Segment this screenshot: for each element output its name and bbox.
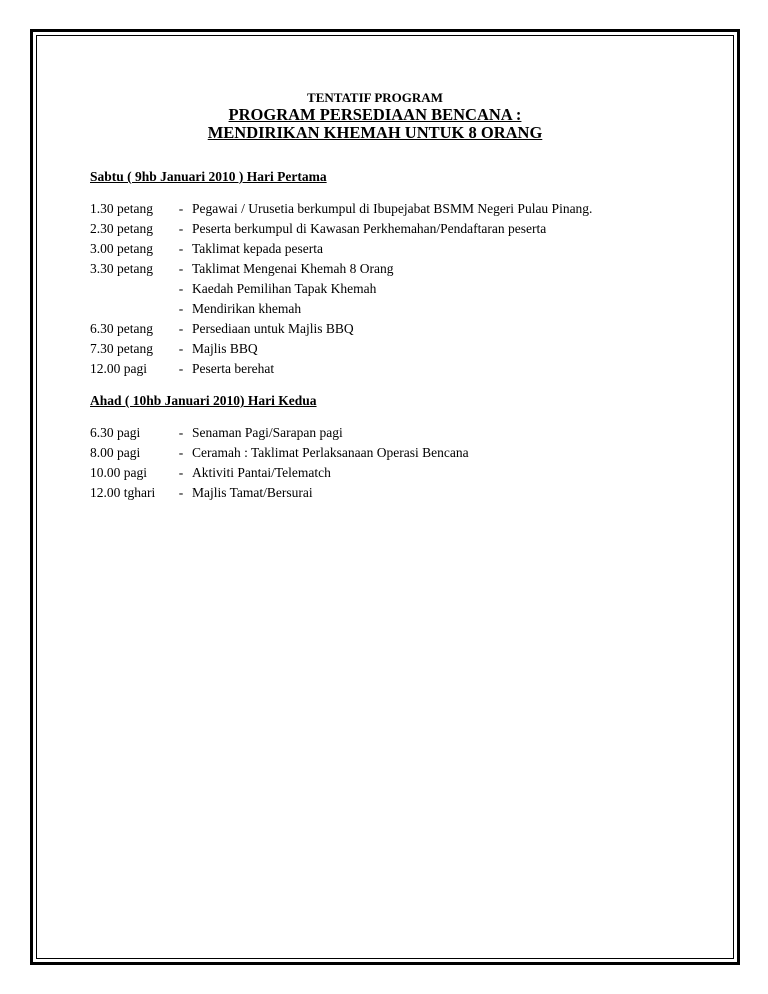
- schedule-time: 12.00 pagi: [90, 361, 147, 376]
- schedule-time: 2.30 petang: [90, 221, 153, 236]
- schedule-time: 3.00 petang: [90, 241, 153, 256]
- document-title-line-1: PROGRAM PERSEDIAAN BENCANA :: [228, 105, 522, 124]
- schedule-row: [90, 259, 710, 279]
- schedule-description: Kaedah Pemilihan Tapak Khemah: [192, 281, 377, 296]
- schedule-time: 6.30 pagi: [90, 425, 141, 440]
- schedule-row: [90, 279, 710, 299]
- schedule-description: Pegawai / Urusetia berkumpul di Ibupejabat BSMM Negeri Pulau Pinang.: [192, 201, 593, 216]
- schedule-time: 8.00 pagi: [90, 445, 141, 460]
- schedule-description: Aktiviti Pantai/Telematch: [192, 465, 331, 480]
- schedule-description: Peserta berehat: [192, 361, 275, 376]
- schedule-description: Taklimat kepada peserta: [192, 241, 323, 256]
- document-body: [90, 90, 710, 503]
- day-1-schedule: [90, 199, 710, 379]
- schedule-description: Persediaan untuk Majlis BBQ: [192, 321, 354, 336]
- schedule-description: Taklimat Mengenai Khemah 8 Orang: [192, 261, 394, 276]
- schedule-time: 1.30 petang: [90, 201, 153, 216]
- day-1-heading: Sabtu ( 9hb Januari 2010 ) Hari Pertama: [90, 169, 327, 184]
- schedule-row: [90, 483, 710, 503]
- document-title-line-2: MENDIRIKAN KHEMAH UNTUK 8 ORANG: [207, 123, 543, 142]
- schedule-row: [90, 339, 710, 359]
- schedule-description: Mendirikan khemah: [192, 301, 302, 316]
- schedule-row: [90, 239, 710, 259]
- schedule-description: Peserta berkumpul di Kawasan Perkhemahan/Pendaftaran peserta: [192, 221, 547, 236]
- schedule-dash: -: [178, 281, 184, 296]
- schedule-description: Senaman Pagi/Sarapan pagi: [192, 425, 343, 440]
- schedule-dash: -: [178, 241, 184, 256]
- schedule-dash: -: [178, 425, 184, 440]
- schedule-dash: -: [178, 221, 184, 236]
- schedule-row: [90, 219, 710, 239]
- schedule-dash: -: [178, 301, 184, 316]
- schedule-row: [90, 299, 710, 319]
- schedule-description: Majlis BBQ: [192, 341, 258, 356]
- schedule-row: [90, 463, 710, 483]
- schedule-dash: -: [178, 201, 184, 216]
- schedule-dash: -: [178, 465, 184, 480]
- day-2-schedule: [90, 423, 710, 503]
- schedule-dash: -: [178, 361, 184, 376]
- schedule-dash: -: [178, 321, 184, 336]
- schedule-time: 10.00 pagi: [90, 465, 147, 480]
- schedule-time: [90, 279, 170, 299]
- schedule-time: 3.30 petang: [90, 261, 153, 276]
- schedule-dash: -: [178, 445, 184, 460]
- schedule-row: [90, 319, 710, 339]
- schedule-row: [90, 199, 710, 219]
- schedule-time: 7.30 petang: [90, 341, 153, 356]
- schedule-description: Ceramah : Taklimat Perlaksanaan Operasi Bencana: [192, 445, 469, 460]
- schedule-row: [90, 359, 710, 379]
- document-label: TENTATIF PROGRAM: [307, 90, 443, 105]
- schedule-time: 12.00 tghari: [90, 485, 156, 500]
- schedule-time: 6.30 petang: [90, 321, 153, 336]
- schedule-dash: -: [178, 261, 184, 276]
- schedule-row: [90, 443, 710, 463]
- schedule-description: Majlis Tamat/Bersurai: [192, 485, 313, 500]
- schedule-dash: -: [178, 485, 184, 500]
- schedule-row: [90, 423, 710, 443]
- schedule-time: [90, 299, 170, 319]
- schedule-dash: -: [178, 341, 184, 356]
- day-2-heading: Ahad ( 10hb Januari 2010) Hari Kedua: [90, 393, 317, 408]
